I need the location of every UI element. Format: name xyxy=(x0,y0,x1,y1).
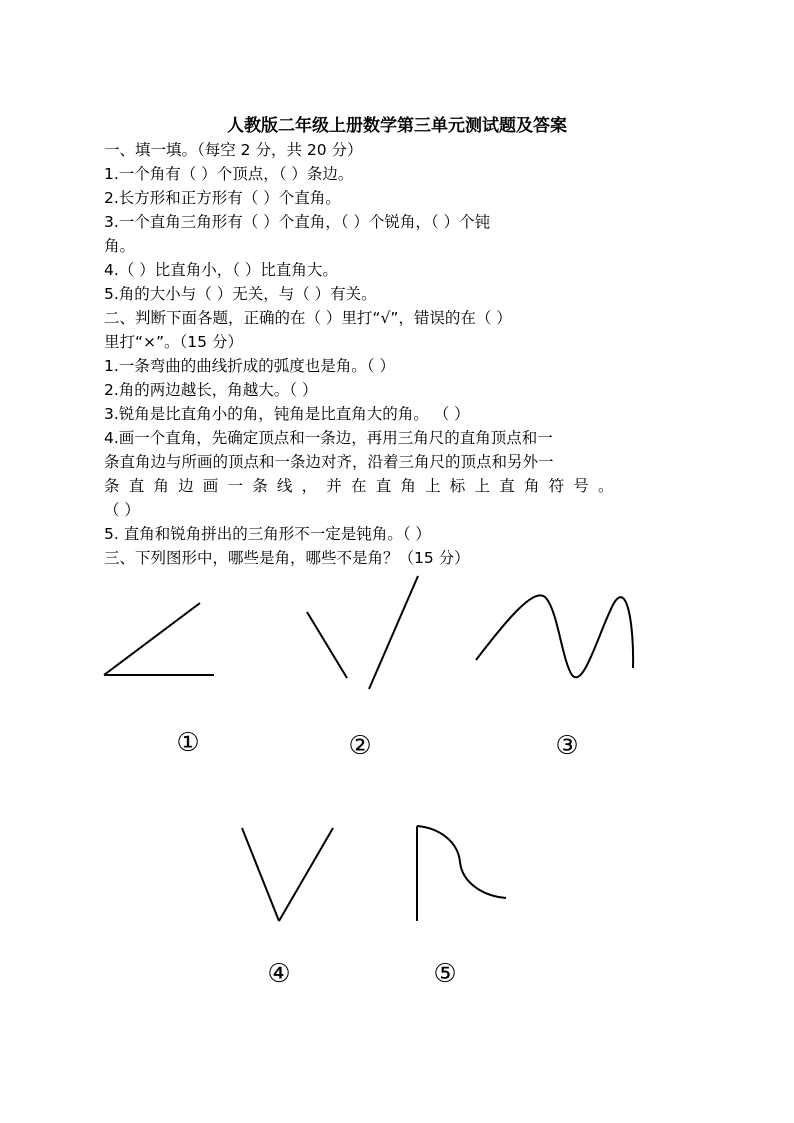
question-2-4-line-2 xyxy=(104,450,694,474)
figure-3-curve xyxy=(476,595,633,677)
question-1-4: 4.（ ）比直角小，（ ）比直角大。 xyxy=(104,261,338,279)
question-2-2: 2.角的两边越长，角越大。（ ） xyxy=(104,381,318,399)
question-2-4-line-3: 条直角边画一条线，并在直角上标上直角符号。 xyxy=(104,477,623,495)
question-1-2: 2.长方形和正方形有（ ）个直角。 xyxy=(104,189,341,207)
page-title: 人教版二年级上册数学第三单元测试题及答案 xyxy=(227,116,567,136)
section-2-heading: 二、判断下面各题，正确的在（ ）里打“√”，错误的在（ ） xyxy=(104,309,512,327)
figure-4-label: ④ xyxy=(267,959,291,989)
section-3-heading: 三、下列图形中，哪些是角，哪些不是角？（15 分） xyxy=(104,549,470,567)
question-2-4-line-1 xyxy=(104,426,694,450)
section-1-heading: 一、填一填。（每空 2 分，共 20 分） xyxy=(104,141,363,159)
question-2-3: 3.锐角是比直角小的角，钝角是比直角大的角。 （ ） xyxy=(104,405,470,423)
question-1-1: 1.一个角有（ ）个顶点，（ ）条边。 xyxy=(104,165,354,183)
figure-4-angle xyxy=(242,828,333,921)
figure-5-curve xyxy=(417,826,506,921)
question-2-4-answer: （ ） xyxy=(104,501,140,519)
question-2-1: 1.一条弯曲的曲线折成的弧度也是角。（ ） xyxy=(104,357,395,375)
question-1-3: 3.一个直角三角形有（ ）个直角，（ ）个锐角，（ ）个钝 xyxy=(104,213,491,231)
question-1-5: 5.角的大小与（ ）无关，与（ ）有关。 xyxy=(104,285,377,303)
figure-1-angle xyxy=(104,603,214,675)
figure-1-label: ① xyxy=(176,728,200,758)
figure-3-label: ③ xyxy=(555,731,579,761)
figure-2-label: ② xyxy=(348,731,372,761)
figure-5-label: ⑤ xyxy=(433,959,457,989)
question-2-4-text-2: 条直角边与所画的顶点和一条边对齐，沿着三角尺的顶点和另外一 xyxy=(104,453,554,471)
figure-2-lines xyxy=(307,576,418,689)
section-2-heading-cont: 里打“×”。（15 分） xyxy=(104,333,243,351)
question-1-3-cont: 角。 xyxy=(104,237,136,255)
question-2-4-text-1: 4.画一个直角，先确定顶点和一条边，再用三角尺的直角顶点和一 xyxy=(104,429,553,447)
question-2-5: 5. 直角和锐角拼出的三角形不一定是钝角。（ ） xyxy=(104,525,431,543)
